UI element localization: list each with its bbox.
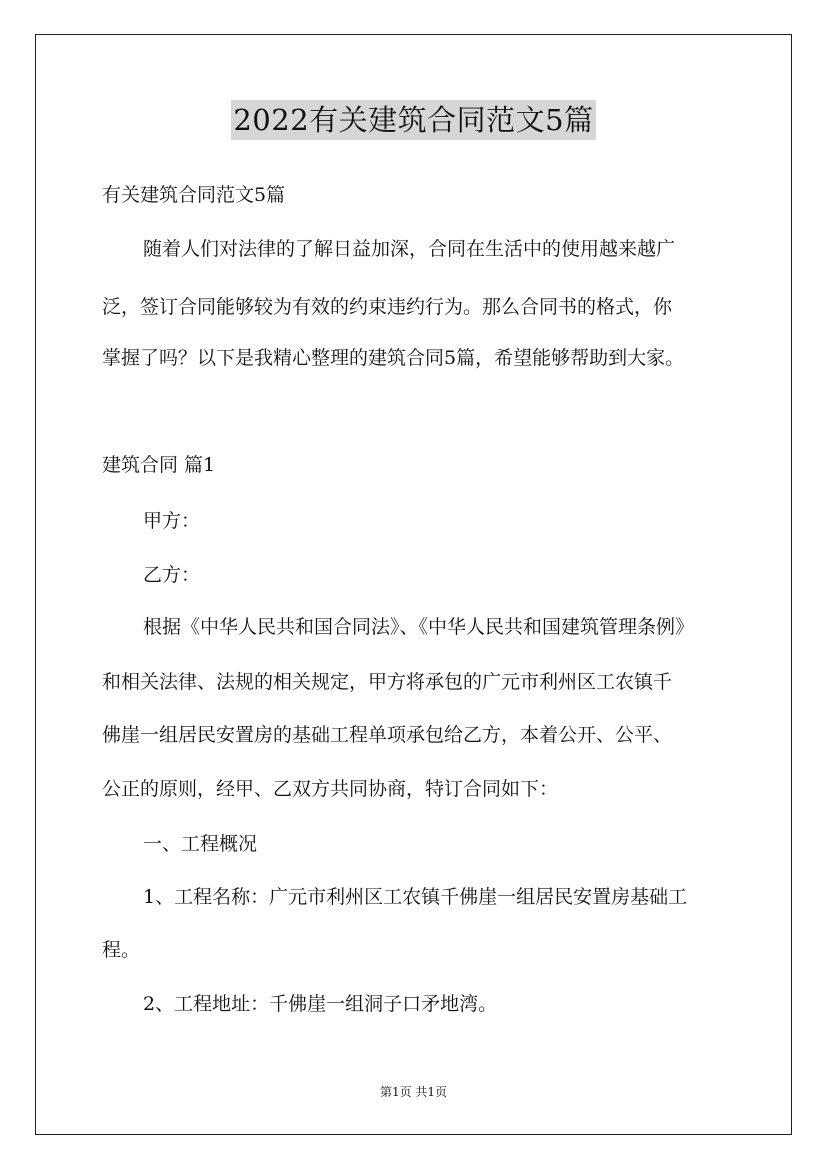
title-container <box>0 100 827 140</box>
intro-line-2: 泛，签订合同能够较为有效的约束违约行为。那么合同书的格式，你 <box>102 296 673 318</box>
body-line-2: 和相关法律、法规的相关规定，甲方将承包的广元市利州区工农镇千 <box>102 671 673 693</box>
intro-line-1: 随着人们对法律的了解日益加深，合同在生活中的使用越来越广 <box>143 238 676 260</box>
item-1-line-2: 程。 <box>102 939 141 961</box>
document-title: 2022有关建筑合同范文5篇 <box>231 100 595 140</box>
document-subtitle: 有关建筑合同范文5篇 <box>102 184 286 206</box>
section-heading: 建筑合同 篇1 <box>102 454 216 476</box>
body-line-4: 公正的原则，经甲、乙双方共同协商，特订合同如下： <box>102 778 559 800</box>
party-a-label: 甲方： <box>143 510 201 532</box>
intro-line-3: 掌握了吗？以下是我精心整理的建筑合同5篇，希望能够帮助到大家。 <box>102 347 685 369</box>
page-footer: 第1页 共1页 <box>379 1085 448 1099</box>
item-2: 2、工程地址：千佛崖一组洞子口矛地湾。 <box>143 993 498 1015</box>
body-line-3: 佛崖一组居民安置房的基础工程单项承包给乙方，本着公开、公平、 <box>102 724 673 746</box>
item-1-line-1: 1、工程名称：广元市利州区工农镇千佛崖一组居民安置房基础工 <box>143 886 688 908</box>
party-b-label: 乙方： <box>143 564 201 586</box>
body-line-1: 根据《中华人民共和国合同法》、《中华人民共和国建筑管理条例》 <box>143 616 695 638</box>
clause-heading: 一、工程概况 <box>143 833 258 855</box>
